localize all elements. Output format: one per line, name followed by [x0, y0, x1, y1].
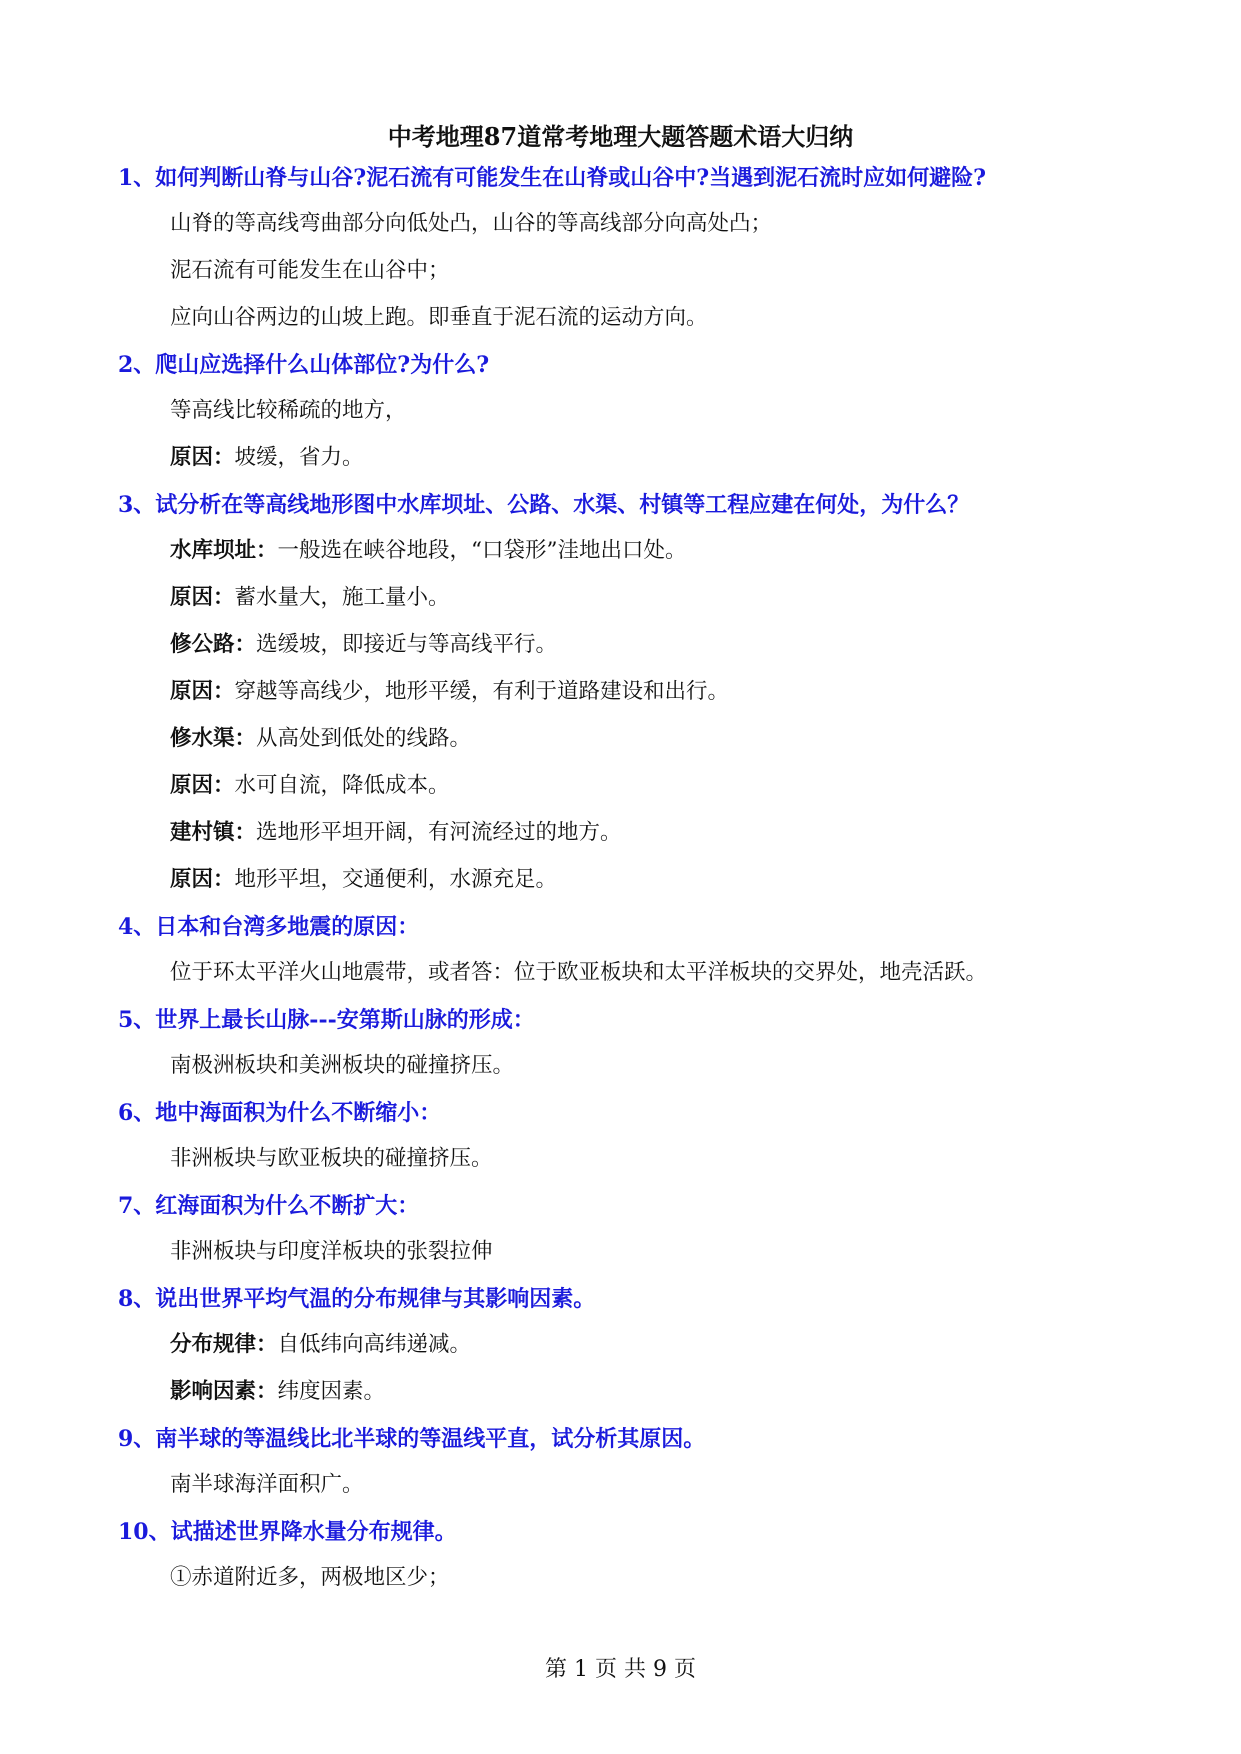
answer-label: 修水渠：: [170, 726, 257, 751]
answer-line: [118, 771, 1128, 818]
page-footer: 第 1 页 共 9 页: [545, 1657, 696, 1682]
answer-line: [118, 630, 1128, 677]
answer-line: [118, 865, 1128, 912]
answer-label: 影响因素：: [170, 1379, 278, 1404]
answer-text: 位于环太平洋火山地震带，或者答：位于欧亚板块和太平洋板块的交界处，地壳活跃。: [170, 960, 988, 985]
answer-text: 南半球海洋面积广。: [170, 1472, 364, 1497]
answer-text: 一般选在峡谷地段，“口袋形”洼地出口处。: [277, 538, 687, 563]
answer-text: 泥石流有可能发生在山谷中；: [170, 258, 450, 283]
question-heading: 4、日本和台湾多地震的原因：: [118, 914, 420, 940]
answer-line: [118, 677, 1128, 724]
answer-line: [118, 1144, 1128, 1191]
answer-line: [118, 1563, 1128, 1610]
answer-text: 水可自流，降低成本。: [234, 773, 450, 798]
answer-label: 建村镇：: [170, 820, 257, 845]
answer-label: 水库坝址：: [170, 538, 278, 563]
question-heading: 10、试描述世界降水量分布规律。: [118, 1519, 457, 1545]
answer-text: 应向山谷两边的山坡上跑。即垂直于泥石流的运动方向。: [170, 305, 708, 330]
answer-label: 原因：: [170, 445, 235, 470]
answer-text: 从高处到低处的线路。: [256, 726, 472, 751]
question-heading: 7、红海面积为什么不断扩大：: [118, 1193, 420, 1219]
answer-line: [118, 209, 1128, 256]
answer-label: 原因：: [170, 585, 235, 610]
answer-text: 自低纬向高纬递减。: [277, 1332, 472, 1357]
answer-line: [118, 303, 1128, 350]
answer-line: [118, 818, 1128, 865]
question-heading: 6、地中海面积为什么不断缩小：: [118, 1100, 442, 1126]
answer-line: [118, 256, 1128, 303]
answer-text: 选地形平坦开阔，有河流经过的地方。: [256, 820, 622, 845]
answer-text: 选缓坡，即接近与等高线平行。: [256, 632, 558, 657]
answer-text: 非洲板块与印度洋板块的张裂拉伸: [170, 1239, 493, 1264]
answer-line: [118, 536, 1128, 583]
document-title: 中考地理87道常考地理大题答题术语大归纳: [387, 122, 854, 151]
answer-line: [118, 1330, 1128, 1377]
question-heading: 9、南半球的等温线比北半球的等温线平直，试分析其原因。: [118, 1426, 706, 1452]
answer-label: 分布规律：: [170, 1332, 278, 1357]
answer-text: 纬度因素。: [277, 1379, 386, 1404]
question-heading: 5、世界上最长山脉---安第斯山脉的形成：: [118, 1007, 535, 1033]
answer-text: 坡缓，省力。: [234, 445, 364, 470]
answer-text: 穿越等高线少，地形平缓，有利于道路建设和出行。: [234, 679, 730, 704]
answer-text: 蓄水量大，施工量小。: [234, 585, 450, 610]
answer-line: [118, 443, 1128, 490]
answer-line: [118, 583, 1128, 630]
answer-line: [118, 724, 1128, 771]
question-heading: 3、试分析在等高线地形图中水库坝址、公路、水渠、村镇等工程应建在何处，为什么？: [118, 492, 970, 518]
answer-text: 地形平坦，交通便利，水源充足。: [234, 867, 558, 892]
answer-label: 原因：: [170, 679, 235, 704]
answer-text: 非洲板块与欧亚板块的碰撞挤压。: [170, 1146, 493, 1171]
answer-line: [118, 1237, 1128, 1284]
answer-line: [118, 1377, 1128, 1424]
answer-text: 山脊的等高线弯曲部分向低处凸，山谷的等高线部分向高处凸；: [170, 211, 773, 236]
question-heading: 8、说出世界平均气温的分布规律与其影响因素。: [118, 1286, 596, 1312]
qa-list: [118, 163, 1128, 1610]
question-heading: 2、爬山应选择什么山体部位?为什么?: [118, 352, 490, 378]
answer-line: [118, 1470, 1128, 1517]
answer-text: 南极洲板块和美洲板块的碰撞挤压。: [170, 1053, 515, 1078]
answer-label: 修公路：: [170, 632, 257, 657]
answer-line: [118, 1051, 1128, 1098]
answer-label: 原因：: [170, 773, 235, 798]
answer-text: 等高线比较稀疏的地方，: [170, 398, 407, 423]
question-heading: 1、如何判断山脊与山谷?泥石流有可能发生在山脊或山谷中?当遇到泥石流时应如何避险?: [118, 165, 986, 191]
answer-line: [118, 396, 1128, 443]
answer-text: ①赤道附近多，两极地区少；: [170, 1565, 450, 1590]
answer-line: [118, 958, 1128, 1005]
answer-label: 原因：: [170, 867, 235, 892]
